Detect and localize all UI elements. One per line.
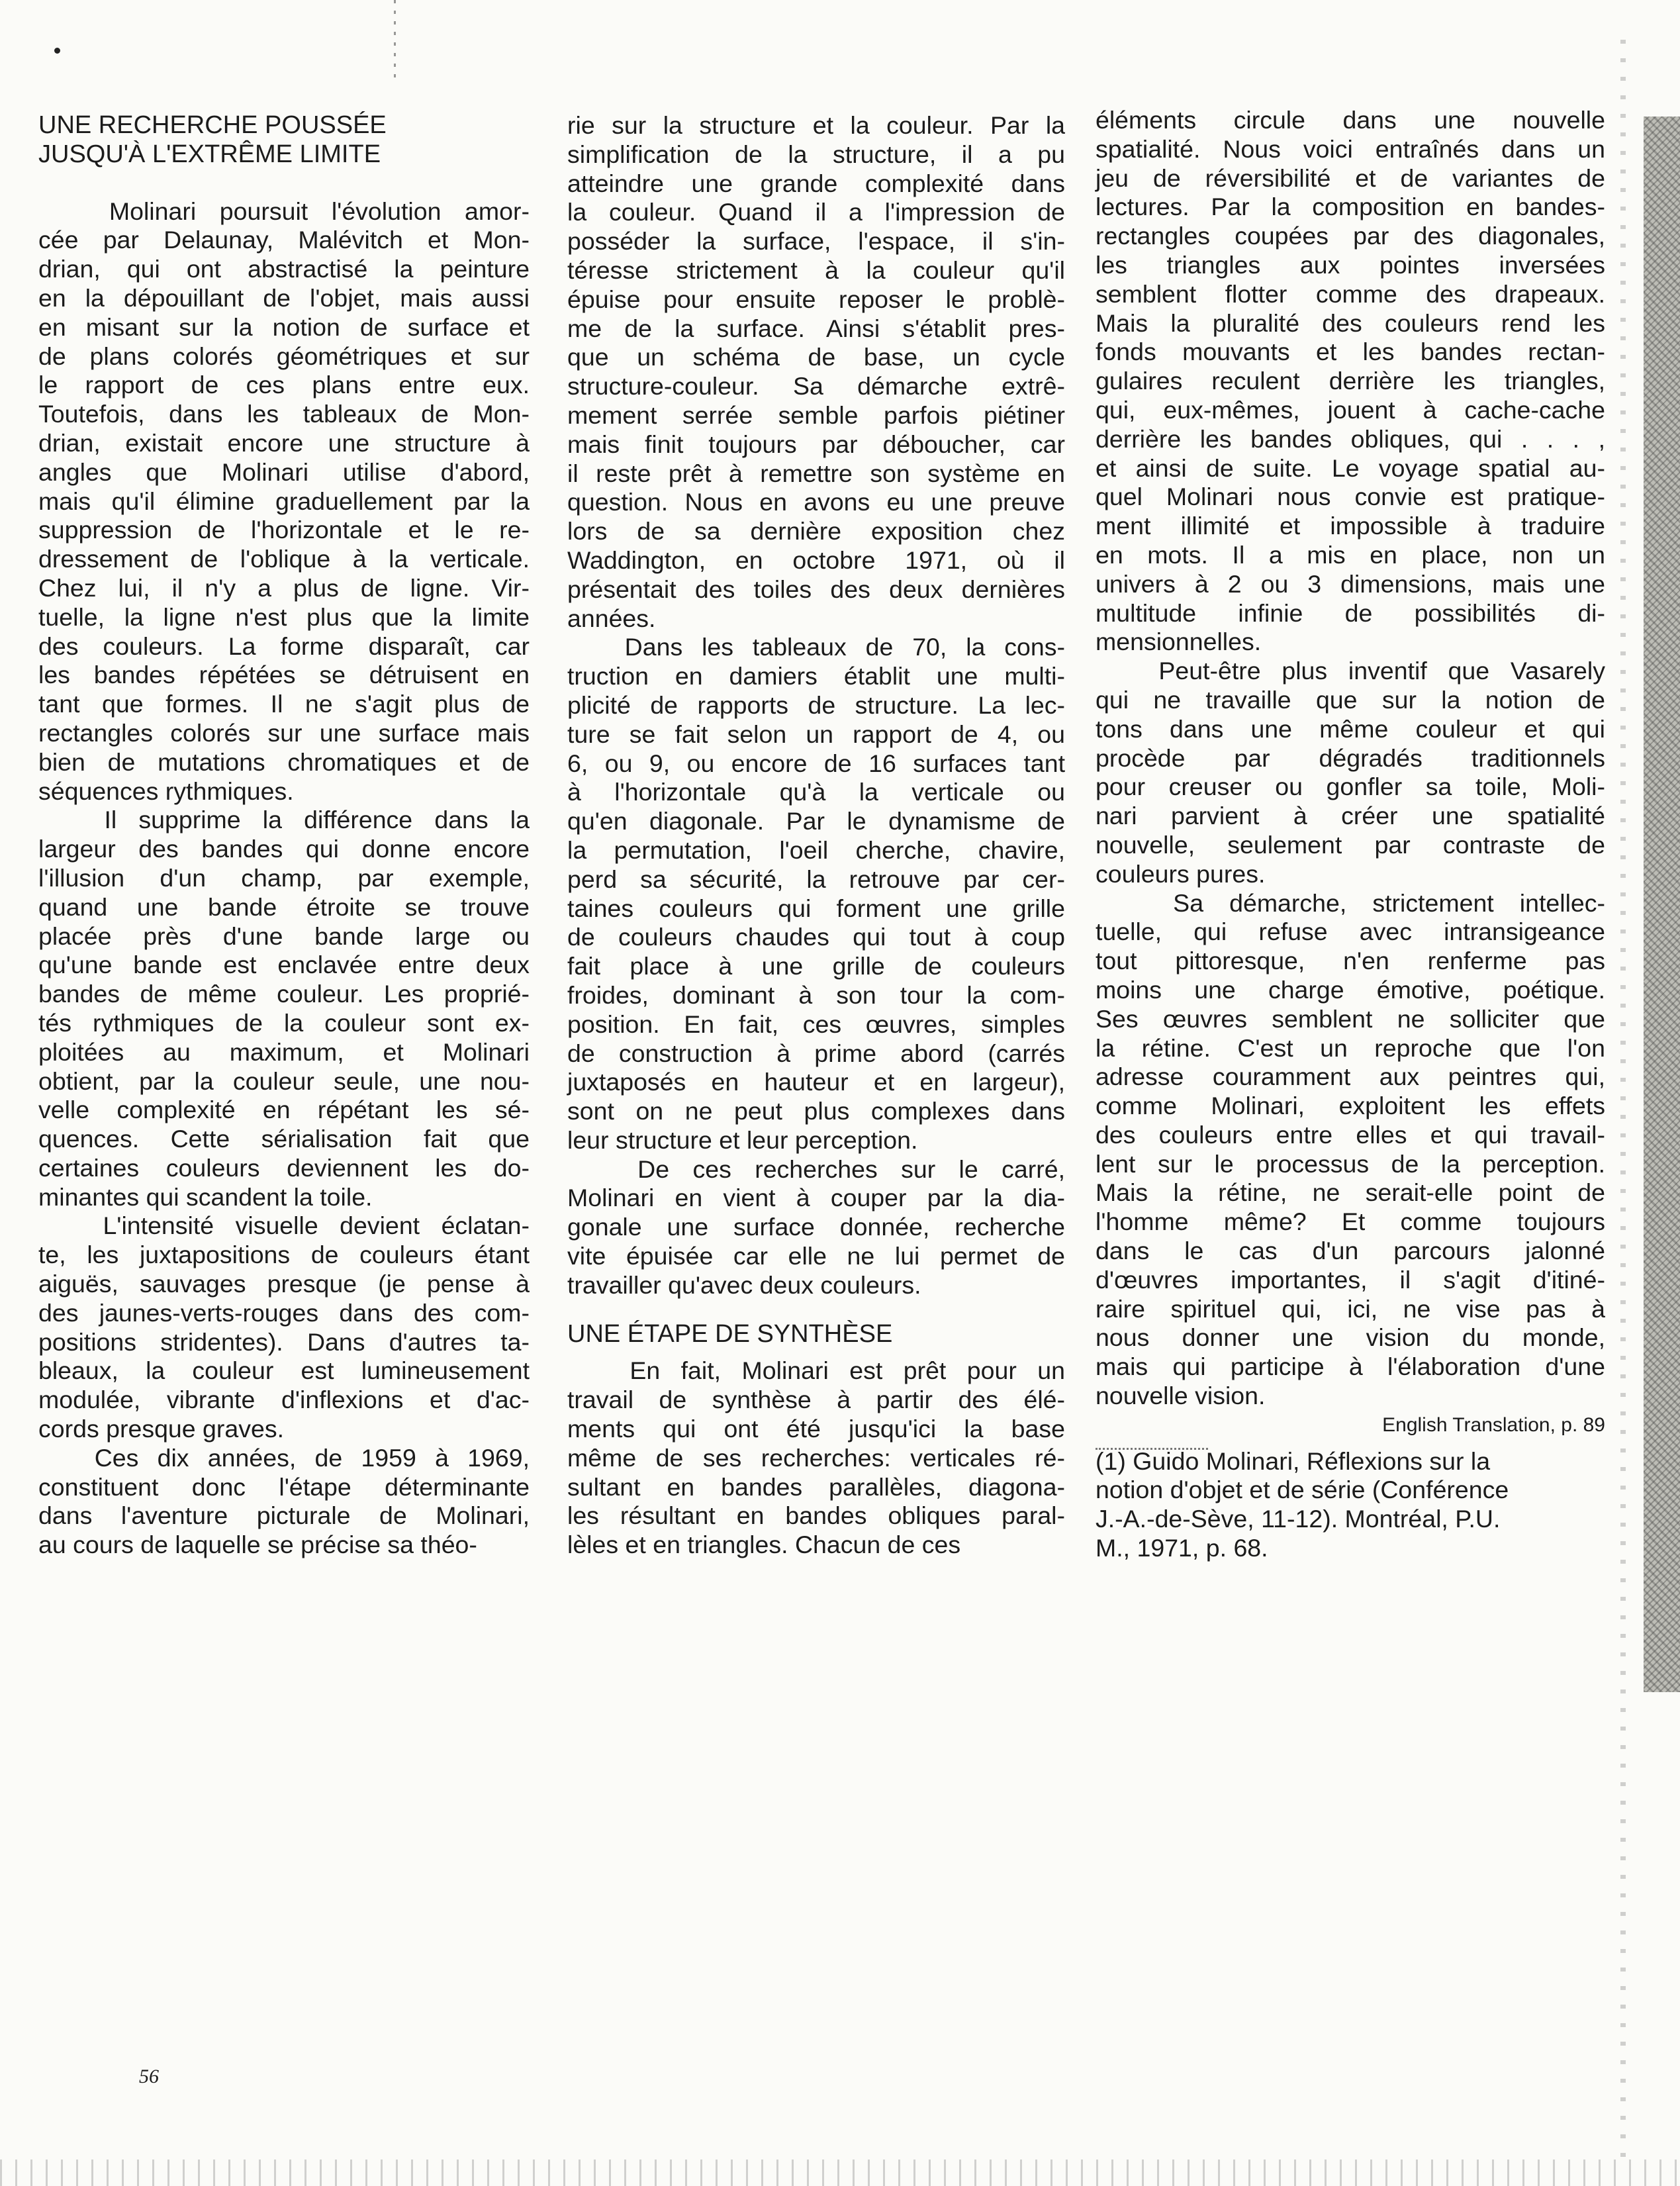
text-line: constituent donc l'étape déterminante: [38, 1472, 530, 1501]
text-line: angles que Molinari utilise d'abord,: [38, 457, 530, 486]
text-line: rie sur la structure et la couleur. Par la: [567, 111, 1065, 139]
text-line: nari parvient à créer une spatialité: [1096, 802, 1605, 830]
text-line: à l'horizontale qu'à la verticale ou: [567, 778, 1065, 806]
text-line: les résultant en bandes obliques paral-: [567, 1501, 1065, 1530]
text-line: quel Molinari nous convie est pratique-: [1096, 483, 1605, 511]
text-line: jeu de réversibilité et de variantes de: [1096, 164, 1605, 192]
text-line: M., 1971, p. 68.: [1096, 1534, 1268, 1562]
column-1-text: [38, 197, 530, 1560]
text-line: taines couleurs qui forment une grille: [567, 894, 1065, 922]
text-line: Ses œuvres semblent ne solliciter que: [1096, 1004, 1605, 1033]
text-line: présentait des toiles des deux dernières: [567, 575, 1065, 603]
text-line: juxtaposés en hauteur et en largeur),: [567, 1068, 1065, 1096]
text-line: largeur des bandes qui donne encore: [38, 835, 530, 863]
text-line: certaines couleurs deviennent les do-: [38, 1153, 530, 1182]
heading-line: UNE ÉTAPE DE SYNTHÈSE: [567, 1319, 893, 1348]
text-line: ploitées au maximum, et Molinari: [38, 1037, 530, 1066]
text-line: l'illusion d'un champ, par exemple,: [38, 863, 530, 892]
text-line: bien de mutations chromatiques et de: [38, 747, 530, 776]
heading-line: JUSQU'À L'EXTRÊME LIMITE: [38, 140, 381, 168]
text-line: qu'en diagonale. Par le dynamisme de: [567, 807, 1065, 835]
text-line: leur structure et leur perception.: [567, 1125, 918, 1154]
text-line: le rapport de ces plans entre eux.: [38, 371, 530, 399]
text-line: atteindre une grande complexité dans: [567, 169, 1065, 197]
text-line: univers à 2 ou 3 dimensions, mais une: [1096, 569, 1605, 598]
text-line: semblent flotter comme des drapeaux.: [1096, 279, 1605, 308]
text-line: épuise pour ensuite reposer le problè-: [567, 285, 1065, 313]
text-line: minantes qui scandent la toile.: [38, 1182, 373, 1211]
text-line: des couleurs. La forme disparaît, car: [38, 632, 530, 660]
text-line: la rétine. C'est un reproche que l'on: [1096, 1033, 1605, 1062]
text-line: posséder la surface, l'espace, il s'in-: [567, 227, 1065, 256]
text-line: téresse strictement à la couleur qu'il: [567, 256, 1065, 284]
text-line: de couleurs chaudes qui tout à coup: [567, 923, 1065, 951]
text-line: perd sa sécurité, la retrouve par cer-: [567, 865, 1065, 893]
text-line: Chez lui, il n'y a plus de ligne. Vir-: [38, 573, 530, 602]
text-line: drian, qui ont abstractisé la peinture: [38, 255, 530, 283]
text-line: Mais la pluralité des couleurs rend les: [1096, 309, 1605, 337]
page-edge-texture: [1644, 117, 1680, 1692]
text-line: drian, existait encore une structure à: [38, 428, 530, 457]
text-line: cords presque graves.: [38, 1415, 285, 1443]
text-line: notion d'objet et de série (Conférence: [1096, 1476, 1509, 1504]
text-line: et ainsi de suite. Le voyage spatial au-: [1096, 453, 1605, 482]
text-line: Molinari poursuit l'évolution amor-: [38, 197, 530, 225]
text-line: lèles et en triangles. Chacun de ces: [567, 1531, 961, 1559]
text-line: J.-A.-de-Sève, 11-12). Montréal, P.U.: [1096, 1505, 1501, 1533]
text-line: truction en damiers établit une multi-: [567, 662, 1065, 690]
text-line: Mais la rétine, ne serait-elle point de: [1096, 1178, 1605, 1207]
text-line: bandes de même couleur. Les proprié-: [38, 980, 530, 1008]
page-number: 56: [139, 2066, 159, 2087]
text-line: suppression de l'horizontale et le re-: [38, 516, 530, 544]
text-line: (1) Guido Molinari, Réflexions sur la: [1096, 1447, 1491, 1475]
text-line: lectures. Par la composition en bandes-: [1096, 193, 1605, 221]
text-line: des jaunes-verts-rouges dans des com-: [38, 1298, 530, 1327]
text-line: position. En fait, ces œuvres, simples: [567, 1010, 1065, 1038]
text-line: gonale une surface donnée, recherche: [567, 1213, 1065, 1241]
text-line: au cours de laquelle se précise sa théo-: [38, 1531, 477, 1559]
text-line: De ces recherches sur le carré,: [567, 1155, 1065, 1183]
text-line: me de la surface. Ainsi s'établit pres-: [567, 314, 1065, 342]
text-line: tuelle, la ligne n'est plus que la limite: [38, 602, 530, 631]
text-line: travail de synthèse à partir des élé-: [567, 1386, 1065, 1414]
text-line: froides, dominant à son tour la com-: [567, 980, 1065, 1009]
text-line: quand une bande étroite se trouve: [38, 892, 530, 921]
footnote: [1096, 1447, 1605, 1563]
text-line: mement serrée semble parfois piétiner: [567, 401, 1065, 429]
text-line: raire spirituel qui, ici, ne vise pas à: [1096, 1294, 1605, 1323]
text-line: la permutation, l'oeil cherche, chavire,: [567, 835, 1065, 864]
scan-dot: [54, 48, 60, 54]
scan-mark: [394, 0, 396, 79]
text-line: Il supprime la différence dans la: [38, 806, 530, 834]
text-line: L'intensité visuelle devient éclatan-: [38, 1212, 530, 1240]
text-line: en la dépouillant de l'objet, mais aussi: [38, 283, 530, 312]
text-line: mais finit toujours par déboucher, car: [567, 430, 1065, 458]
text-line: positions stridentes). Dans d'autres ta-: [38, 1327, 530, 1356]
text-line: spatialité. Nous voici entraînés dans un: [1096, 134, 1605, 163]
text-line: comme Molinari, exploitent les effets: [1096, 1092, 1605, 1120]
text-line: de construction à prime abord (carrés: [567, 1039, 1065, 1067]
text-line: modulée, vibrante d'inflexions et d'ac-: [38, 1386, 530, 1414]
heading-line: UNE RECHERCHE POUSSÉE: [38, 111, 387, 139]
text-line: dressement de l'oblique à la verticale.: [38, 545, 530, 573]
text-line: Dans les tableaux de 70, la cons-: [567, 633, 1065, 661]
section-heading-1: [38, 111, 530, 169]
column-2-synthesis-text: [567, 1356, 1065, 1560]
text-line: vite épuisée car elle ne lui permet de: [567, 1242, 1065, 1270]
text-line: d'œuvres importantes, il s'agit d'itiné-: [1096, 1265, 1605, 1294]
text-line: qu'une bande est enclavée entre deux: [38, 951, 530, 979]
text-line: tout pittoresque, n'en renferme pas: [1096, 947, 1605, 975]
text-line: rectangles coupées par des diagonales,: [1096, 222, 1605, 250]
text-line: placée près d'une bande large ou: [38, 922, 530, 950]
text-line: Toutefois, dans les tableaux de Mon-: [38, 400, 530, 428]
text-line: nouvelle, seulement par contraste de: [1096, 830, 1605, 859]
text-line: mais qu'il élimine graduellement par la: [38, 487, 530, 515]
text-line: derrière les bandes obliques, qui . . . ,: [1096, 424, 1605, 453]
text-line: tant que formes. Il ne s'agit plus de: [38, 690, 530, 718]
text-line: gulaires reculent derrière les triangles,: [1096, 367, 1605, 395]
text-line: les triangles aux pointes inversées: [1096, 250, 1605, 279]
text-line: nous donner une vision du monde,: [1096, 1323, 1605, 1352]
text-line: dans l'aventure picturale de Molinari,: [38, 1501, 530, 1530]
text-line: procède par dégradés traditionnels: [1096, 743, 1605, 772]
text-line: sultant en bandes parallèles, diagona-: [567, 1472, 1065, 1501]
text-line: Sa démarche, strictement intellec-: [1096, 888, 1605, 917]
text-line: pour creuser ou gonfler sa toile, Moli-: [1096, 773, 1605, 801]
text-line: ments qui ont été jusqu'ici la base: [567, 1415, 1065, 1443]
text-line: tuelle, qui refuse avec intransigeance: [1096, 918, 1605, 946]
text-line: la couleur. Quand il a l'impression de: [567, 198, 1065, 226]
scan-bottom-noise: [0, 2160, 1680, 2186]
article-column-2: [567, 111, 1065, 1560]
text-line: l'homme même? Et comme toujours: [1096, 1208, 1605, 1236]
text-line: multitude infinie de possibilités di-: [1096, 598, 1605, 627]
text-line: que un schéma de base, un cycle: [567, 343, 1065, 371]
text-line: tons dans une même couleur et qui: [1096, 714, 1605, 743]
text-line: ment illimité et impossible à traduire: [1096, 512, 1605, 540]
text-line: sont on ne peut plus complexes dans: [567, 1097, 1065, 1125]
text-line: velle complexité en répétant les sé-: [38, 1096, 530, 1124]
text-line: lent sur le processus de la perception.: [1096, 1149, 1605, 1178]
text-line: des couleurs entre elles et qui travail-: [1096, 1120, 1605, 1149]
text-line: Peut-être plus inventif que Vasarely: [1096, 657, 1605, 685]
column-2-text: [567, 111, 1065, 1300]
text-line: Ces dix années, de 1959 à 1969,: [38, 1443, 530, 1472]
text-line: années.: [567, 604, 656, 632]
text-line: même de ses recherches: verticales ré-: [567, 1443, 1065, 1472]
text-line: fait place à une grille de couleurs: [567, 952, 1065, 980]
text-line: lors de sa dernière exposition chez: [567, 517, 1065, 546]
column-3-text: [1096, 106, 1605, 1411]
text-line: moins une charge émotive, poétique.: [1096, 975, 1605, 1004]
text-line: plicité de rapports de structure. La lec-: [567, 690, 1065, 719]
scan-edge-dots: [1620, 40, 1626, 2158]
text-line: dans le cas d'un parcours jalonné: [1096, 1237, 1605, 1265]
text-line: mensionnelles.: [1096, 628, 1262, 656]
text-line: quences. Cette sérialisation fait que: [38, 1125, 530, 1153]
text-line: En fait, Molinari est prêt pour un: [567, 1356, 1065, 1385]
text-line: 6, ou 9, ou encore de 16 surfaces tant: [567, 749, 1065, 777]
text-line: aiguës, sauvages presque (je pense à: [38, 1270, 530, 1298]
text-line: couleurs pures.: [1096, 859, 1266, 888]
text-line: te, les juxtapositions de couleurs étant: [38, 1241, 530, 1269]
text-line: les bandes répétées se détruisent en: [38, 661, 530, 689]
text-line: tés rythmiques de la couleur sont ex-: [38, 1008, 530, 1037]
text-line: qui, eux-mêmes, jouent à cache-cache: [1096, 395, 1605, 424]
text-line: structure-couleur. Sa démarche extrê-: [567, 372, 1065, 401]
text-line: en mots. Il a mis en place, non un: [1096, 540, 1605, 569]
text-line: éléments circule dans une nouvelle: [1096, 106, 1605, 134]
text-line: obtient, par la couleur seule, une nou-: [38, 1067, 530, 1095]
text-line: de plans colorés géométriques et sur: [38, 342, 530, 370]
text-line: Waddington, en octobre 1971, où il: [567, 546, 1065, 574]
text-line: question. Nous en avons eu une preuve: [567, 488, 1065, 516]
text-line: rectangles colorés sur une surface mais: [38, 718, 530, 747]
text-line: ture se fait selon un rapport de 4, ou: [567, 720, 1065, 748]
text-line: il reste prêt à remettre son système en: [567, 459, 1065, 487]
text-line: nouvelle vision.: [1096, 1382, 1266, 1410]
text-line: séquences rythmiques.: [38, 777, 294, 805]
text-line: bleaux, la couleur est lumineusement: [38, 1356, 530, 1385]
text-line: qui ne travaille que sur la notion de: [1096, 685, 1605, 714]
text-line: travailler qu'avec deux couleurs.: [567, 1270, 921, 1299]
translation-note: English Translation, p. 89: [1382, 1413, 1605, 1436]
text-line: en misant sur la notion de surface et: [38, 312, 530, 341]
text-line: fonds mouvants et les bandes rectan-: [1096, 338, 1605, 366]
article-column-1: [38, 111, 530, 1560]
text-line: adresse couramment aux peintres qui,: [1096, 1063, 1605, 1091]
text-line: mais qui participe à l'élaboration d'une: [1096, 1353, 1605, 1381]
article-column-3: [1096, 106, 1605, 1563]
text-line: Molinari en vient à couper par la dia-: [567, 1184, 1065, 1212]
section-heading-2: [567, 1320, 1065, 1349]
text-line: simplification de la structure, il a pu: [567, 140, 1065, 168]
text-line: cée par Delaunay, Malévitch et Mon-: [38, 226, 530, 254]
